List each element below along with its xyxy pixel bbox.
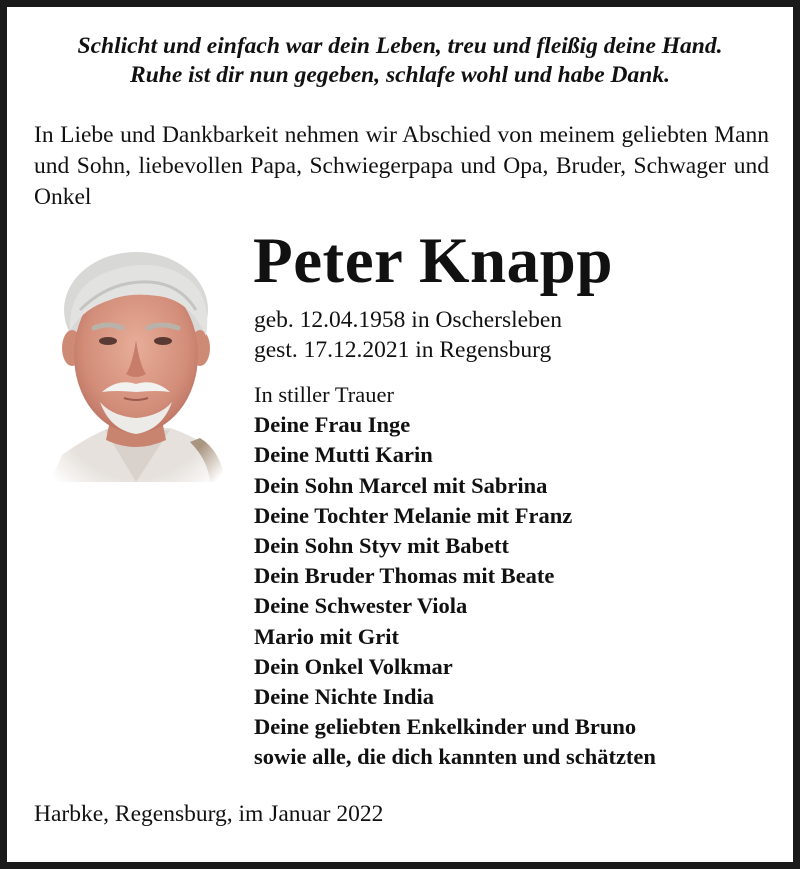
mourner-name: Dein Bruder Thomas mit Beate <box>254 563 555 589</box>
mourners-list <box>254 380 656 773</box>
mourner-name: Deine Nichte India <box>254 684 434 710</box>
intro-paragraph: In Liebe und Dankbarkeit nehmen wir Abschied von meinem geliebten Mann und Sohn, liebevollen Papa, Schwiegerpapa und Opa, Bruder, Schwager und Onkel <box>34 122 769 210</box>
mourner-name: Dein Sohn Styv mit Babett <box>254 533 510 559</box>
mourner-name: Dein Sohn Marcel mit Sabrina <box>254 472 548 498</box>
memorial-verse <box>0 32 800 90</box>
deceased-name: Peter Knapp <box>253 225 613 297</box>
portrait-photo <box>40 240 232 482</box>
mourning-heading: In stiller Trauer <box>254 382 394 407</box>
mourner-name: Deine Tochter Melanie mit Franz <box>254 502 573 528</box>
birth-date: geb. 12.04.1958 in Oschersleben <box>254 307 563 333</box>
verse-line-2: Ruhe ist dir nun gegeben, schlafe wohl und habe Dank. <box>130 62 670 88</box>
mourner-name: Deine Frau Inge <box>254 412 411 438</box>
place-and-date: Harbke, Regensburg, im Januar 2022 <box>34 801 384 827</box>
mourner-name: Deine geliebten Enkelkinder und Bruno <box>254 714 637 740</box>
mourner-name: sowie alle, die dich kannten und schätzten <box>254 744 656 770</box>
verse-line-1: Schlicht und einfach war dein Leben, treu und fleißig deine Hand. <box>77 33 723 59</box>
life-dates <box>254 305 562 365</box>
death-date: gest. 17.12.2021 in Regensburg <box>254 337 552 363</box>
mourner-name: Mario mit Grit <box>254 623 399 649</box>
mourner-name: Dein Onkel Volkmar <box>254 653 453 679</box>
mourner-name: Deine Schwester Viola <box>254 593 468 619</box>
mourner-name: Deine Mutti Karin <box>254 442 433 468</box>
